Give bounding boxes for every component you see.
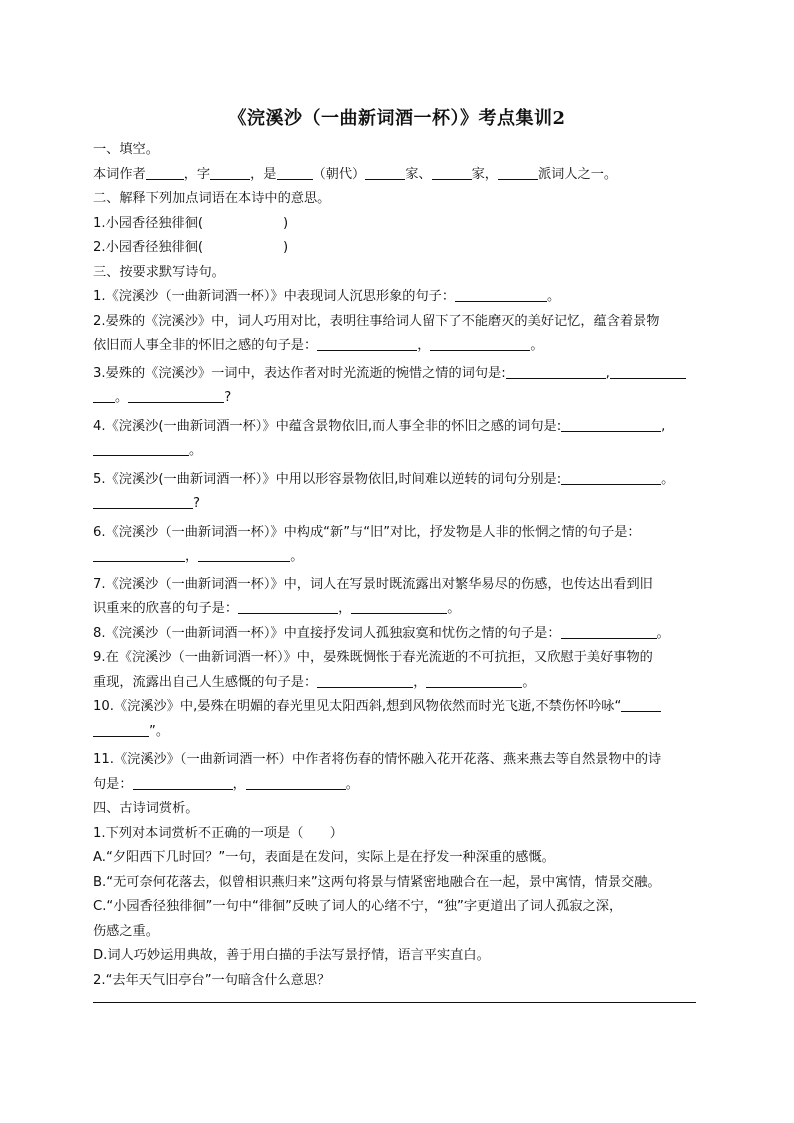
question: 6.《浣溪沙（一曲新词酒一杯）》中构成“新”与“旧”对比，抒发物是人非的怅惘之情的句子是： — [93, 524, 641, 540]
choice-b[interactable]: B.“无可奈何花落去，似曾相识燕归来”这两句将景与情紧密地融合在一起，景中寓情，情景交融。 — [93, 874, 661, 890]
text: ， — [232, 776, 246, 792]
text: 8.《浣溪沙（一曲新词酒一杯）》中直接抒发词人孤独寂寞和忧伤之情的句子是： — [93, 625, 561, 641]
section-1-heading: 一、填空。 — [93, 142, 159, 157]
answer-blank[interactable] — [133, 775, 233, 790]
question — [93, 212, 708, 237]
text: （朝代） — [312, 166, 366, 182]
answer-blank[interactable] — [246, 775, 346, 790]
text: 派词人之一。 — [538, 166, 618, 182]
question: 2.“去年天气旧亭台”一句暗含什么意思？ — [93, 972, 331, 988]
answer-blank[interactable] — [93, 494, 193, 509]
fill-in-line — [93, 163, 708, 188]
text: ? — [193, 496, 200, 511]
question-continued — [93, 545, 708, 570]
section-3-heading: 三、按要求默写诗句。 — [93, 264, 225, 280]
answer-blank[interactable] — [365, 165, 405, 180]
answer-blank[interactable] — [277, 165, 313, 180]
answer-blank[interactable] — [455, 287, 547, 302]
question — [93, 236, 708, 261]
answer-blank[interactable] — [146, 165, 184, 180]
text: 4.《浣溪沙(一曲新词酒一杯）》中蕴含景物依旧,而人事全非的怀旧之感的词句是: — [93, 418, 562, 434]
question-continued — [93, 597, 708, 622]
section-2-heading: 二、解释下列加点词语在本诗中的意思。 — [93, 191, 331, 206]
text: 。 — [522, 674, 536, 690]
text: 句是： — [93, 776, 133, 792]
answer-blank[interactable] — [128, 388, 224, 403]
text: 1.《浣溪沙（一曲新词酒一杯）》中表现词人沉思形象的句子： — [93, 289, 456, 304]
answer-blank[interactable] — [506, 364, 606, 379]
choice-c-continued: 伤感之重。 — [93, 923, 159, 939]
text: 。 — [345, 776, 359, 792]
question-continued — [93, 773, 708, 798]
answer-blank[interactable] — [93, 722, 149, 737]
text: , — [605, 365, 610, 381]
answer-blank[interactable] — [238, 599, 338, 614]
answer-blank[interactable] — [351, 599, 447, 614]
page-title: 《浣溪沙（一曲新词酒一杯）》考点集训2 — [228, 108, 566, 129]
question: 7.《浣溪沙（一曲新词酒一杯）》中，词人在写景时既流露出对繁华易尽的伤感，也传达出看到旧 — [93, 576, 653, 592]
text: 识重来的欣喜的句子是： — [93, 601, 239, 616]
text: ， — [338, 601, 352, 616]
text: 。 — [547, 289, 561, 304]
text: 。 — [290, 549, 304, 564]
text: 家， — [471, 166, 498, 182]
text: 1.小园香径独徘徊( — [93, 215, 204, 231]
answer-blank[interactable] — [430, 336, 530, 351]
question-continued — [93, 334, 708, 359]
question: 11.《浣溪沙》（一曲新词酒一杯）中作者将伤春的情怀融入花开花落、燕来燕去等自然景物中的诗 — [93, 752, 662, 767]
answer-blank[interactable] — [498, 165, 538, 180]
text: 本词作者 — [93, 166, 146, 182]
question — [93, 285, 708, 310]
text: ， — [413, 674, 427, 690]
answer-line[interactable] — [93, 1002, 696, 1003]
answer-blank[interactable] — [561, 470, 661, 485]
text: ) — [283, 240, 289, 255]
answer-blank[interactable] — [317, 336, 417, 351]
text: ， — [185, 549, 199, 564]
answer-blank[interactable] — [610, 364, 686, 379]
question-continued — [93, 492, 708, 517]
worksheet-body — [93, 138, 708, 993]
answer-blank[interactable] — [432, 165, 472, 180]
question: 1.下列对本词赏析不正确的一项是（ ） — [93, 825, 343, 841]
question-continued — [93, 386, 708, 411]
text: , — [661, 418, 666, 434]
question — [93, 622, 708, 647]
choice-a[interactable]: A.“夕阳西下几时回？”一句，表面是在发问，实际上是在抒发一种深重的感慨。 — [93, 850, 555, 865]
question — [93, 468, 708, 493]
choice-c[interactable]: C.“小园香径独徘徊”一句中“徘徊”反映了词人的心绪不宁，“独”字更道出了词人孤寂之深， — [93, 899, 623, 914]
answer-blank[interactable] — [210, 165, 250, 180]
answer-blank[interactable] — [561, 417, 661, 432]
text: 3.晏殊的《浣溪沙》一词中，表达作者对时光流逝的惋惜之情的词句是: — [93, 365, 506, 381]
question-continued — [93, 720, 708, 745]
answer-blank[interactable] — [93, 441, 189, 456]
answer-blank[interactable] — [317, 673, 413, 688]
text: 家、 — [405, 166, 432, 182]
text: ”。 — [149, 723, 170, 739]
answer-blank[interactable] — [621, 697, 661, 712]
text: 重现，流露出自己人生感慨的句子是： — [93, 674, 318, 690]
question: 9.在《浣溪沙（一曲新词酒一杯）》中，晏殊既惆怅于春光流逝的不可抗拒，又欣慰于美好事物的 — [93, 650, 653, 665]
text: 。 — [530, 338, 544, 353]
answer-blank[interactable] — [426, 673, 522, 688]
text: 10.《浣溪沙》中,晏殊在明媚的春光里见太阳西斜,想到风物依然而时光飞逝,不禁伤怀吟咏“ — [93, 699, 622, 714]
answer-blank[interactable] — [93, 547, 185, 562]
text: 。 — [115, 390, 129, 405]
question — [93, 415, 708, 440]
section-4-heading: 四、古诗词赏析。 — [93, 801, 199, 816]
answer-blank[interactable] — [93, 388, 115, 403]
text: 。 — [661, 471, 675, 487]
question — [93, 362, 708, 387]
text: 。 — [189, 443, 203, 458]
text: 依旧而人事全非的怀旧之感的句子是： — [93, 338, 318, 353]
question: 2.晏殊的《浣溪沙》中，词人巧用对比，表明往事给词人留下了不能磨灭的美好记忆，蕴含着景物 — [93, 313, 660, 329]
text: ? — [224, 390, 232, 405]
choice-d[interactable]: D.词人巧妙运用典故，善于用白描的手法写景抒情，语言平实直白。 — [93, 948, 490, 963]
answer-blank[interactable] — [561, 624, 657, 639]
text: ， — [417, 338, 431, 353]
question-continued — [93, 671, 708, 696]
text: 。 — [447, 601, 461, 616]
answer-blank[interactable] — [198, 547, 290, 562]
text: 2.小园香径独徘徊( — [93, 240, 204, 255]
question — [93, 695, 708, 720]
text: ) — [283, 215, 289, 231]
text: ，是 — [250, 166, 277, 182]
question-continued — [93, 439, 708, 464]
text: 5.《浣溪沙(一曲新词酒一杯）》中用以形容景物依旧,时间难以逆转的词句分别是: — [93, 471, 562, 487]
text: ，字 — [183, 166, 211, 182]
text: 。 — [656, 625, 670, 641]
